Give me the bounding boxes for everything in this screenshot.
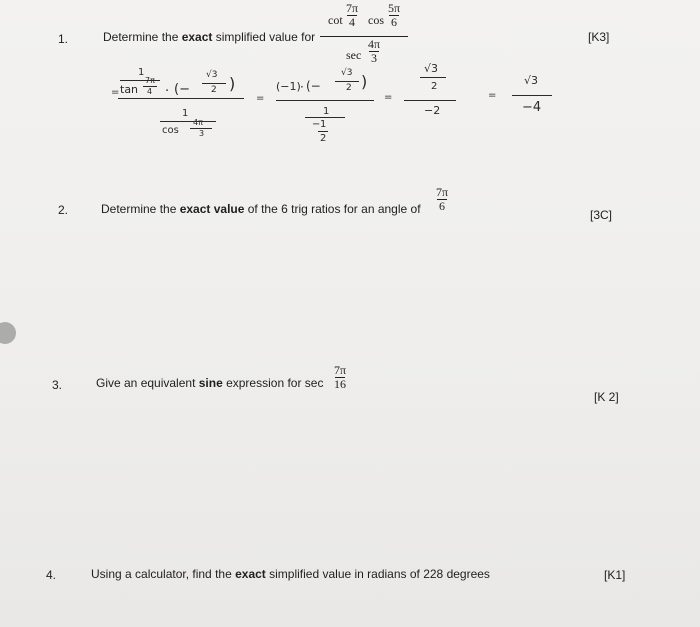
question-2-text-before: Determine the bbox=[101, 202, 180, 216]
work-step3-neg-two: −2 bbox=[424, 104, 441, 117]
work-eq-2: = bbox=[256, 93, 265, 104]
question-2-number: 2. bbox=[58, 203, 69, 217]
work-step4-neg-four: −4 bbox=[522, 100, 542, 115]
work-step2-den-frac-one: 1 bbox=[320, 119, 327, 130]
question-4-bold: exact bbox=[235, 567, 266, 581]
work-step1-close: ) bbox=[229, 74, 236, 93]
question-2-angle-den: 6 bbox=[439, 199, 446, 213]
expr-arg2 bbox=[388, 2, 400, 29]
expr-arg2-num: 5π bbox=[388, 1, 401, 15]
question-2-angle-num: 7π bbox=[436, 185, 449, 199]
question-1-text-after: simplified value for bbox=[212, 30, 316, 44]
question-3-angle-num: 7π bbox=[334, 363, 347, 377]
question-4-text bbox=[91, 567, 490, 581]
work-step1-sqrt3: √3 bbox=[206, 70, 218, 80]
question-3-text-after: expression for sec bbox=[222, 376, 324, 390]
work-step3-two: 2 bbox=[431, 81, 438, 92]
work-step2-sqrt3: √3 bbox=[341, 68, 353, 78]
question-3-number: 3. bbox=[52, 378, 63, 392]
work-step3-sqrt3: √3 bbox=[424, 62, 439, 75]
question-1-marks: [K3] bbox=[588, 30, 610, 44]
work-step1-cos-den: 3 bbox=[199, 129, 205, 138]
work-step2-den-one: 1 bbox=[323, 106, 330, 117]
expr-arg3-den: 3 bbox=[371, 51, 378, 65]
question-3-angle bbox=[334, 364, 346, 391]
work-step2-dot: · bbox=[300, 80, 304, 94]
question-4-marks: [K1] bbox=[604, 568, 626, 582]
work-step2-den-frac-two: 2 bbox=[320, 133, 327, 144]
work-step1-open: (− bbox=[174, 82, 190, 97]
work-step2-close: ) bbox=[361, 72, 368, 91]
question-3-angle-den: 16 bbox=[334, 377, 347, 391]
work-step4-sqrt3: √3 bbox=[524, 74, 539, 87]
work-step1-cos: cos bbox=[162, 125, 179, 136]
question-1-bold: exact bbox=[181, 30, 213, 44]
question-3-bold: sine bbox=[198, 376, 223, 390]
question-4-text-after: simplified value in radians of 228 degrees bbox=[265, 567, 490, 581]
question-4-text-before: Using a calculator, find the bbox=[91, 567, 236, 581]
expr-sec: sec bbox=[346, 48, 362, 62]
question-2-marks: [3C] bbox=[590, 208, 613, 222]
expr-arg3 bbox=[368, 38, 380, 65]
work-step1-tan: tan bbox=[120, 83, 139, 96]
question-3-text-before: Give an equivalent bbox=[96, 376, 199, 390]
work-step1-two: 2 bbox=[211, 85, 217, 95]
question-1-text-before: Determine the bbox=[103, 30, 182, 44]
question-1-number: 1. bbox=[58, 32, 69, 46]
expr-arg1-num: 7π bbox=[346, 1, 359, 15]
expr-main-bar bbox=[320, 36, 408, 37]
work-step1-tan-num: 7π bbox=[145, 76, 155, 85]
work-eq-3: = bbox=[384, 92, 393, 103]
work-step2-den-minus: − bbox=[312, 119, 321, 130]
work-step1-one: 1 bbox=[138, 67, 145, 78]
expr-arg1-den: 4 bbox=[349, 15, 356, 29]
expr-cos: cos bbox=[368, 13, 384, 27]
work-step2-two: 2 bbox=[346, 83, 352, 93]
work-eq-4: = bbox=[488, 90, 497, 101]
expr-arg1 bbox=[346, 2, 358, 29]
work-step1-dot: · bbox=[165, 84, 170, 99]
expr-arg3-num: 4π bbox=[368, 37, 381, 51]
question-1-expression bbox=[326, 2, 410, 72]
question-2-text bbox=[101, 202, 421, 216]
work-step2-open: (− bbox=[306, 79, 321, 93]
question-3-text bbox=[96, 376, 323, 390]
question-4-number: 4. bbox=[46, 568, 57, 582]
work-step1-cos-num: 4π bbox=[193, 118, 203, 127]
expr-arg2-den: 6 bbox=[391, 15, 398, 29]
question-3-marks: [K 2] bbox=[594, 390, 619, 404]
question-2-angle bbox=[436, 186, 448, 213]
work-eq-1: = bbox=[111, 87, 120, 98]
work-step2-neg-one: (−1) bbox=[276, 80, 301, 93]
question-2-bold: exact value bbox=[179, 202, 245, 216]
page-edge-tab bbox=[0, 322, 16, 344]
expr-cot: cot bbox=[328, 13, 343, 27]
question-1-text bbox=[103, 30, 315, 44]
work-step1-tan-den: 4 bbox=[147, 87, 153, 96]
work-step1-den-one: 1 bbox=[182, 108, 189, 119]
question-2-text-after: of the 6 trig ratios for an angle of bbox=[244, 202, 421, 216]
